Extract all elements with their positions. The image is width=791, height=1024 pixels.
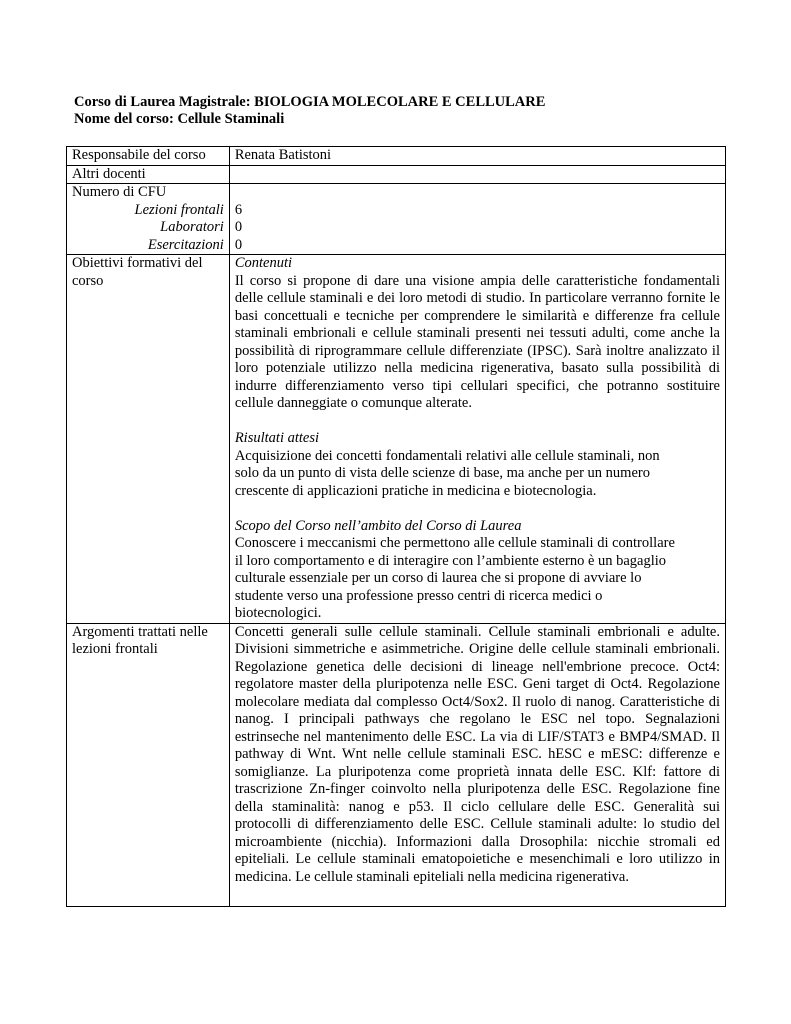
obiettivi-label: Obiettivi formativi del corso xyxy=(67,255,230,624)
contenuti-title: Contenuti xyxy=(234,255,293,271)
contenuti-text: Il corso si propone di dare una visione ampia delle caratteristiche fondamentali delle cellule staminali e dei loro metodi di studio. In particolare verranno fornite le basi concettuali e tecniche per comprendere le similarità e differenze fra cellule staminali embrionali e cellule staminali presenti nei tessuti adulti, come anche la possibilità di riprogrammare cellule differenziate (IPSC). Sarà inoltre analizzato il loro potenziale utilizzo nella medicina rigenerativa, basato sulla possibilità di indurre differenziamento verso tipi cellulari specifici, che potranno sostituire cellule danneggiate o comunque alterate. xyxy=(234,272,720,411)
lezioni-frontali-value: 6 xyxy=(234,201,243,218)
scopo-line: Conoscere i meccanismi che permettono alle cellule staminali di controllare xyxy=(234,535,675,551)
cfu-labels xyxy=(67,184,230,255)
altri-docenti-value xyxy=(229,165,725,184)
table-row xyxy=(67,623,726,906)
esercitazioni-label: Esercitazioni xyxy=(147,236,224,253)
degree-title: Corso di Laurea Magistrale: BIOLOGIA MOLECOLARE E CELLULARE xyxy=(74,94,546,110)
scopo-line: studente verso una professione presso centri di ricerca medici o xyxy=(234,587,603,604)
scopo-title: Scopo del Corso nell’ambito del Corso di Laurea xyxy=(234,517,522,534)
cfu-values xyxy=(229,184,725,255)
argomenti-text: Concetti generali sulle cellule staminali. Cellule staminali embrionali e adulte. Divisioni simmetriche e asimmetriche. Origine delle cellule staminali embrionali. Regolazione genetica delle decisioni di lineage nell'embrione precoce. Oct4: regolatore master della pluripotenza nelle ESC. Geni target di Oct4. Regolazione molecolare mediata dal complesso Oct4/Sox2. Il ruolo di nanog. Caratteristiche di nanog. I principali pathways che regolano le ESC nel topo. Segnalazioni estrinseche nel mantenimento delle ESC. La via di LIF/STAT3 e BMP4/SMAD. Il pathway di Wnt. Wnt nelle cellule staminali ESC. hESC e mESC: differenze e somiglianze. La pluripotenza come proprietà innata delle ESC. Klf: fattore di trascrizione Zn-finger coinvolto nella pluripotenza delle ESC. Regolazione fine della staminalità: nanog e p53. Il ciclo cellulare delle ESC. Generalità sui protocolli di differenziamento delle ESC. Cellule staminali adulte: lo studio del microambiente (nicchia). Informazioni dalla Drosophila: nicchie stromali ed epiteliali. Le cellule staminali ematopoietiche e mesenchimali e loro utilizzo in medicina. Le cellule staminali epiteliali nella medicina rigenerativa. xyxy=(234,623,720,885)
table-row xyxy=(67,147,726,166)
scopo-line: il loro comportamento e di interagire con l’ambiente esterno è un bagaglio xyxy=(234,552,667,569)
argomenti-content xyxy=(229,623,725,906)
table-row xyxy=(67,165,726,184)
risultati-line: solo da un punto di vista delle scienze di base, ma anche per un numero xyxy=(234,465,650,481)
cfu-label: Numero di CFU xyxy=(72,184,167,200)
lezioni-frontali-label: Lezioni frontali xyxy=(134,201,224,218)
altri-docenti-label: Altri docenti xyxy=(67,165,230,184)
course-info-table xyxy=(66,146,726,907)
course-name: Nome del corso: Cellule Staminali xyxy=(74,111,285,127)
scopo-line: culturale essenziale per un corso di laurea che si propone di avviare lo xyxy=(234,570,642,586)
responsabile-value: Renata Batistoni xyxy=(229,147,725,166)
argomenti-label: Argomenti trattati nelle lezioni frontali xyxy=(67,623,230,906)
table-row xyxy=(67,255,726,624)
laboratori-value: 0 xyxy=(234,219,243,235)
risultati-title: Risultati attesi xyxy=(234,430,320,446)
obiettivi-content xyxy=(229,255,725,624)
esercitazioni-value: 0 xyxy=(234,236,243,253)
table-row xyxy=(67,184,726,255)
risultati-line: crescente di applicazioni pratiche in medicina e biotecnologia. xyxy=(234,482,597,499)
responsabile-label: Responsabile del corso xyxy=(67,147,230,166)
risultati-line: Acquisizione dei concetti fondamentali relativi alle cellule staminali, non xyxy=(234,447,660,464)
laboratori-label: Laboratori xyxy=(160,219,224,235)
scopo-line: biotecnologici. xyxy=(234,605,322,621)
